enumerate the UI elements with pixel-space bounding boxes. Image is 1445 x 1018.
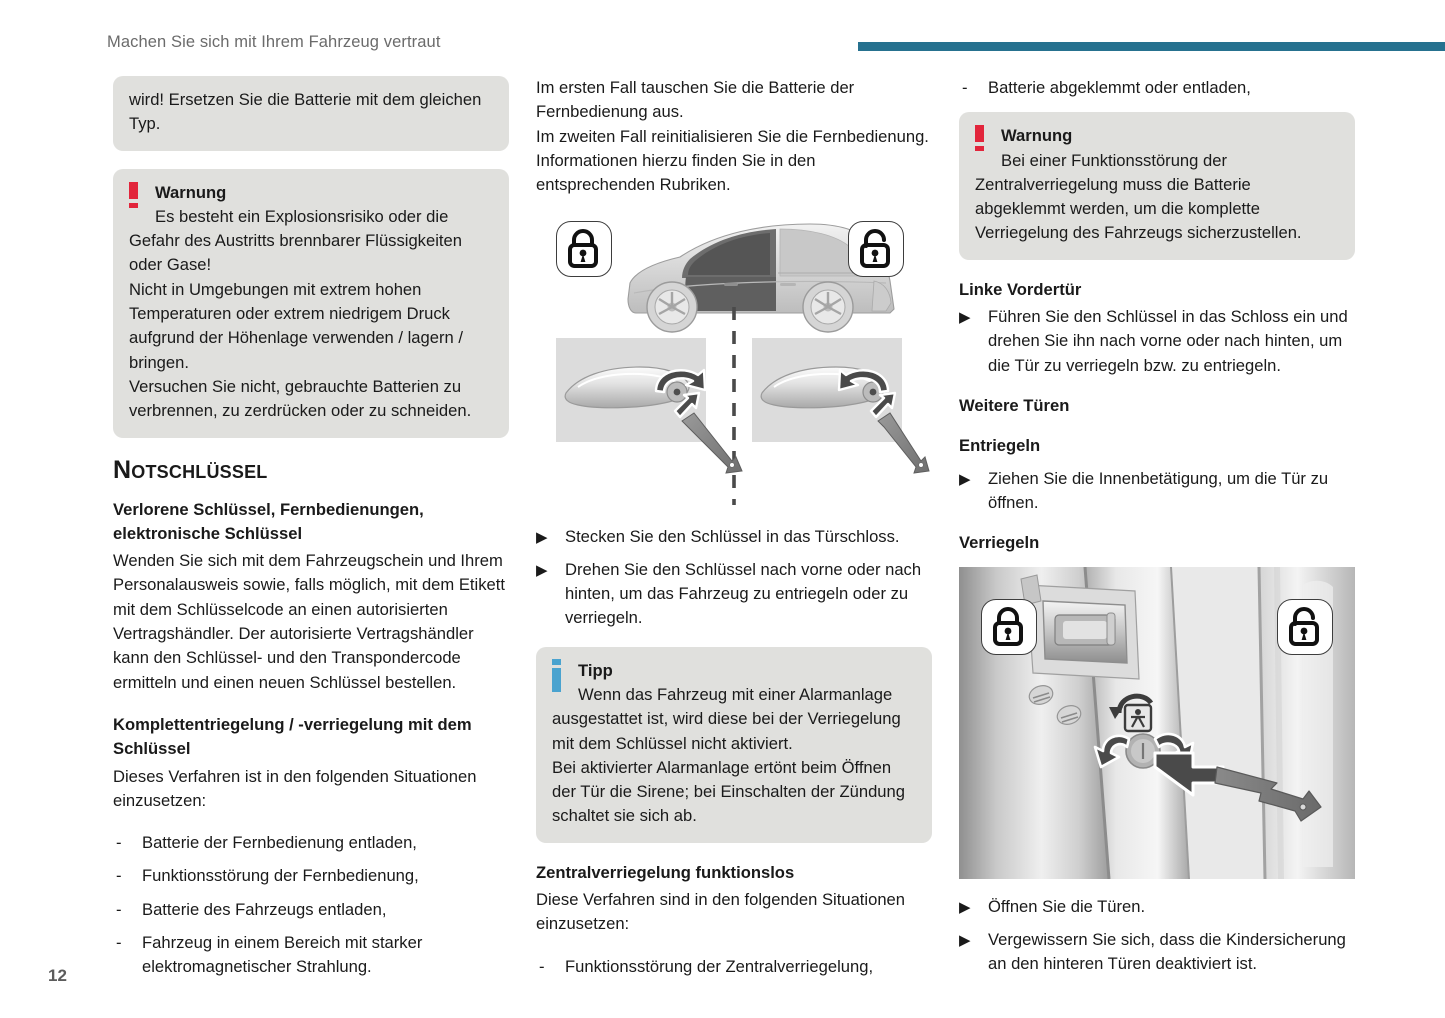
warning-box-zentralverriegelung <box>959 112 1355 259</box>
step-list-key-usage <box>536 525 932 630</box>
list-item-label: Stecken Sie den Schlüssel in das Türschloss. <box>565 527 900 547</box>
step-list-linke-vordertuer <box>959 305 1355 378</box>
tip-title: Tipp <box>578 660 613 680</box>
page-number: 12 <box>48 966 67 985</box>
intro-line-2: Im zweiten Fall reinitialisieren Sie die Fernbedienung. <box>536 126 929 146</box>
subtitle-komplettentriegelung: Komplettentriegelung / -verriegelung mit dem Schlüssel <box>113 714 472 759</box>
subtitle-weitere-tueren: Weitere Türen <box>959 395 1070 415</box>
list-item-label: Batterie des Fahrzeugs entladen, <box>142 899 387 919</box>
list-item-label: Fahrzeug in einem Bereich mit starker elektromagnetischer Strahlung. <box>142 933 423 977</box>
arrow-marker-icon: ▶ <box>959 309 971 327</box>
column-1 <box>113 76 509 996</box>
list-item <box>113 831 509 855</box>
header-accent-rule <box>858 42 1445 51</box>
subtitle-verriegeln: Verriegeln <box>959 533 1040 553</box>
column-2 <box>536 76 932 995</box>
dash-marker: - <box>962 78 968 97</box>
list-item <box>959 305 1355 378</box>
warning-title: Warnung <box>1001 126 1073 146</box>
warning-line-1: Bei einer Funktionsstörung der Zentralverriegelung muss die Batterie abgeklemmt werden, um die komplette Verriegelung des Fahrzeugs sicherzustellen. <box>975 150 1302 243</box>
dash-marker: - <box>539 956 545 976</box>
warning-title: Warnung <box>155 182 227 202</box>
bullet-list-zentralverriegelung <box>536 955 932 979</box>
list-item <box>959 467 1355 516</box>
list-item-label: Funktionsstörung der Fernbedienung, <box>142 866 419 886</box>
intro-line-1: Im ersten Fall tauschen Sie die Batterie der Fernbedienung aus. <box>536 78 855 122</box>
tip-box-alarm <box>536 647 932 843</box>
dash-marker: - <box>116 833 122 853</box>
intro-line-3: Informationen hierzu finden Sie in den entsprechenden Rubriken. <box>536 150 816 195</box>
padlock-closed-icon <box>556 221 612 277</box>
list-item-label: Batterie der Fernbedienung entladen, <box>142 833 417 853</box>
list-item-label: Vergewissern Sie sich, dass die Kindersicherung an den hinteren Türen deaktiviert ist. <box>988 929 1346 974</box>
arrow-marker-icon: ▶ <box>959 931 971 949</box>
info-i-icon <box>552 659 561 692</box>
list-item <box>536 525 932 549</box>
list-item <box>536 558 932 631</box>
list-item-label: Drehen Sie den Schlüssel nach vorne oder nach hinten, um das Fahrzeug zu entriegeln oder zu verriegeln. <box>565 559 922 628</box>
arrow-marker-icon: ▶ <box>959 470 971 488</box>
warning-line-3: Versuchen Sie nicht, gebrauchte Batterien zu verbrennen, zu zerdrücken oder zu schneiden. <box>129 376 472 421</box>
warning-box-battery <box>113 169 509 438</box>
tip-line-2: Bei aktivierter Alarmanlage ertönt beim Öffnen der Tür die Sirene; bei Einschalten der Zündung schaltet sie sich ab. <box>552 757 905 826</box>
padlock-open-icon <box>1277 599 1333 655</box>
step-list-entriegeln <box>959 467 1355 516</box>
door-jamb-lock-illustration <box>959 567 1355 879</box>
subtitle-entriegeln: Entriegeln <box>959 436 1041 456</box>
arrow-marker-icon: ▶ <box>536 529 548 547</box>
list-item <box>536 955 932 979</box>
dash-marker: - <box>116 933 122 953</box>
door-handle-panel-right <box>752 338 929 473</box>
door-handle-panel-left <box>556 338 742 473</box>
arrow-marker-icon: ▶ <box>959 899 971 917</box>
section-title-notschluessel: Notschlüssel <box>113 455 268 484</box>
continued-text-box <box>113 76 509 151</box>
list-item-label: Ziehen Sie die Innenbetätigung, um die Tür zu öffnen. <box>988 468 1329 512</box>
bullet-list-continued <box>959 76 1355 100</box>
list-item-label: Batterie abgeklemmt oder entladen, <box>988 78 1251 97</box>
list-item-label: Führen Sie den Schlüssel in das Schloss ein und drehen Sie ihn nach vorne oder nach hinten, um die Tür zu verriegeln bzw. zu entriegeln. <box>988 307 1348 375</box>
subtitle-linke-vordertuer: Linke Vordertür <box>959 279 1082 299</box>
dash-marker: - <box>116 899 122 919</box>
padlock-closed-icon <box>981 599 1037 655</box>
dash-marker: - <box>116 866 122 886</box>
list-item <box>959 928 1355 977</box>
arrow-marker-icon: ▶ <box>536 561 548 579</box>
page-header <box>0 0 1445 64</box>
list-item-label: Öffnen Sie die Türen. <box>988 897 1146 917</box>
subtitle-verlorene-schluessel: Verlorene Schlüssel, Fernbedienungen, elektronische Schlüssel <box>113 499 424 543</box>
list-item <box>113 864 509 888</box>
list-item <box>959 76 1355 100</box>
warning-exclamation-icon <box>975 125 984 151</box>
page-header-title: Machen Sie sich mit Ihrem Fahrzeug vertraut <box>107 33 441 51</box>
warning-line-1: Es besteht ein Explosionsrisiko oder die Gefahr des Austritts brennbarer Flüssigkeiten oder Gase! <box>129 206 462 275</box>
step-list-verriegeln <box>959 895 1355 976</box>
warning-line-2: Nicht in Umgebungen mit extrem hohen Temperaturen oder extrem niedrigem Druck aufgrund der Höhenlage verwenden / lagern / bringen. <box>129 279 463 372</box>
list-item-label: Funktionsstörung der Zentralverriegelung, <box>565 956 874 976</box>
list-item <box>113 931 509 980</box>
paragraph-komplettentriegelung: Dieses Verfahren ist in den folgenden Situationen einzusetzen: <box>113 766 477 810</box>
continued-text: wird! Ersetzen Sie die Batterie mit dem gleichen Typ. <box>129 90 482 134</box>
paragraph-verlorene-schluessel: Wenden Sie sich mit dem Fahrzeugschein und Ihrem Personalausweis sowie, falls möglich, mit dem Etikett mit dem Schlüsselcode an einen autorisierten Vertragshändler. Der autorisierte Vertragshändler kann den Schlüssel- und den Transpondercode ermitteln und einen neuen Schlüssel bestellen. <box>113 551 505 692</box>
tip-line-1: Wenn das Fahrzeug mit einer Alarmanlage ausgestattet ist, wird diese bei der Verriegelung mit dem Schlüssel nicht aktiviert. <box>552 684 901 753</box>
warning-exclamation-icon <box>129 182 138 208</box>
bullet-list-situationen <box>113 831 509 979</box>
subtitle-zentralverriegelung-funktionslos: Zentralverriegelung funktionslos <box>536 862 795 882</box>
door-latch-striker <box>1021 575 1139 679</box>
padlock-open-icon <box>848 221 904 277</box>
list-item <box>959 895 1355 919</box>
list-item <box>113 898 509 922</box>
car-key-lock-unlock-illustration <box>536 215 932 511</box>
paragraph-zentralverriegelung: Diese Verfahren sind in den folgenden Situationen einzusetzen: <box>536 890 906 934</box>
column-3 <box>959 76 1355 992</box>
